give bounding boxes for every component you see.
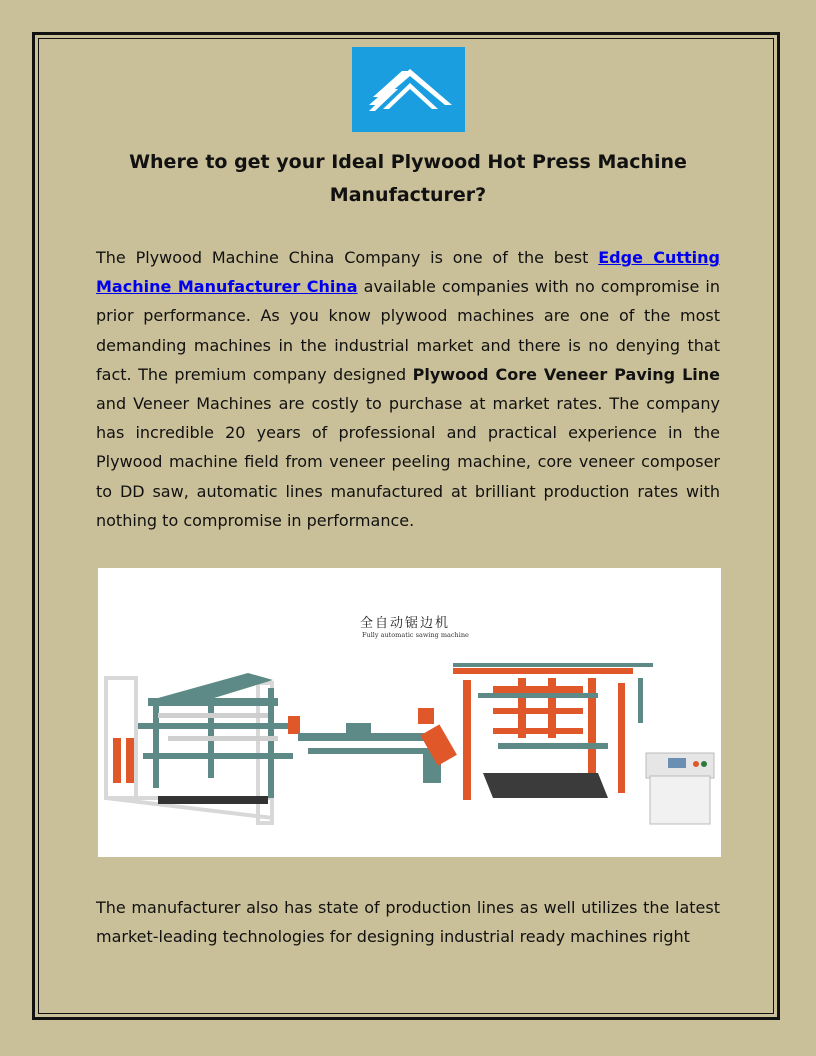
bold-product-name: Plywood Core Veneer Paving Line <box>412 364 721 384</box>
page-title: Where to get your Ideal Plywood Hot Press Machine Manufacturer? <box>129 151 687 206</box>
sawing-machine-illustration <box>98 568 721 857</box>
paragraph-continued: The manufacturer also has state of production lines as well utilizes the latest market-leading technologies for designing industrial ready machines right <box>96 898 720 947</box>
photo-caption-english: Fully automatic sawing machine <box>362 631 469 639</box>
product-photo <box>98 568 721 857</box>
photo-caption-chinese: 全自动锯边机 <box>360 616 451 631</box>
paragraph-text: available companies with no compromise in prior performance. As you know plywood machines are one of the most demanding machines in the industrial market and there is no denying that fact. The premium company designed <box>96 277 720 384</box>
paragraph-text: and Veneer Machines are costly to purchase at market rates. The company has incredible 20 years of professional and practical experience in the Plywood machine field from veneer peeling machine, core veneer composer to DD saw, automatic lines manufactured at brilliant production rates with nothing to compromise in performance. <box>96 394 720 530</box>
paragraph-intro <box>96 243 720 535</box>
edge-cutting-machine-link[interactable]: Edge Cutting Machine Manufacturer China <box>96 248 721 297</box>
paragraph-text: The Plywood Machine China Company is one of the best <box>96 248 599 267</box>
mountain-logo-icon <box>352 47 465 132</box>
